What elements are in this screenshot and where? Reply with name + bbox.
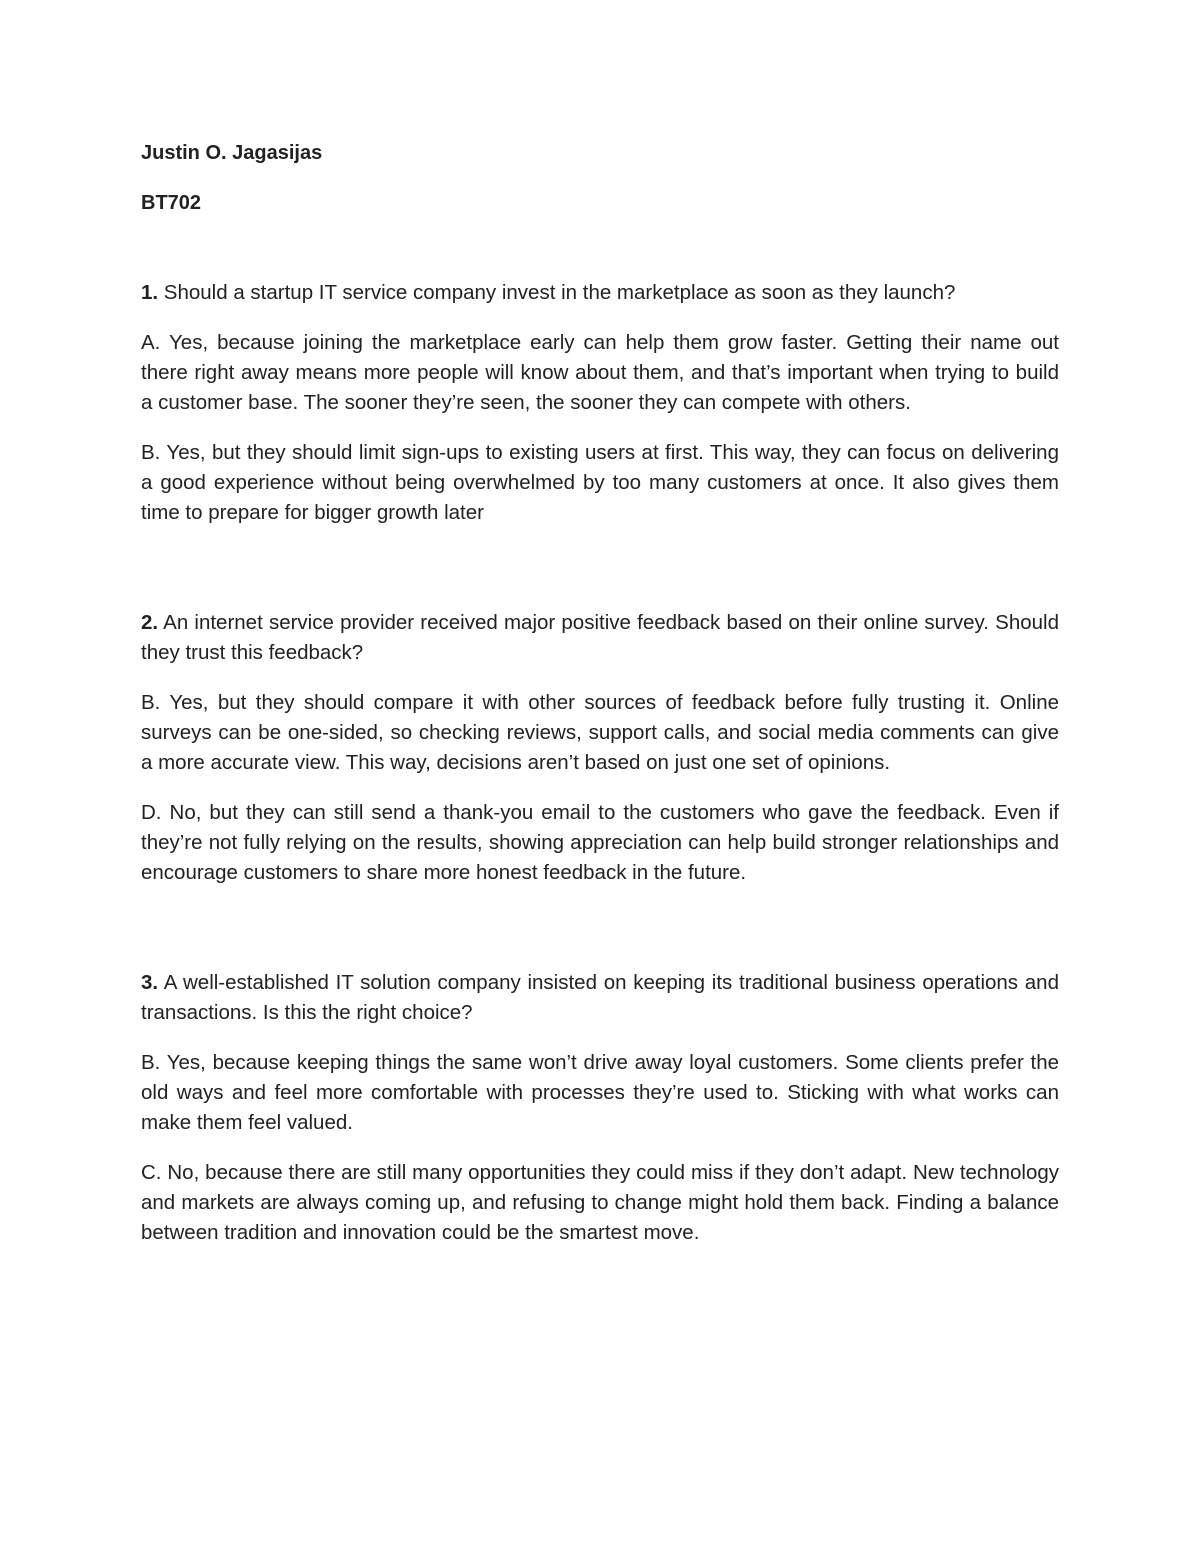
author-name: Justin O. Jagasijas xyxy=(141,142,323,164)
question-number: 1. xyxy=(141,281,159,304)
question-block xyxy=(141,608,1059,888)
question-text xyxy=(141,278,1059,308)
question-prompt: An internet service provider received major positive feedback based on their online survey. Should they trust this feedback? xyxy=(141,611,1059,664)
answer-option: D. No, but they can still send a thank-you email to the customers who gave the feedback. Even if they’re not fully relying on the results, showing appreciation can help build stronger relationships and encourage customers to share more honest feedback in the future. xyxy=(141,801,1059,884)
document-body xyxy=(141,138,1059,1268)
course-code: BT702 xyxy=(141,192,202,214)
answer-option: C. No, because there are still many opportunities they could miss if they don’t adapt. New technology and markets are always coming up, and refusing to change might hold them back. Finding a balance between tradition and innovation could be the smartest move. xyxy=(141,1161,1059,1244)
section-spacer xyxy=(141,548,1059,608)
answer-option: B. Yes, because keeping things the same won’t drive away loyal customers. Some clients prefer the old ways and feel more comfortable with processes they’re used to. Sticking with what works can make them feel valued. xyxy=(141,1051,1059,1134)
question-block xyxy=(141,968,1059,1248)
question-prompt: A well-established IT solution company insisted on keeping its traditional business operations and transactions. Is this the right choice? xyxy=(141,971,1059,1024)
question-number: 2. xyxy=(141,611,159,634)
answer-option: B. Yes, but they should compare it with other sources of feedback before fully trusting it. Online surveys can be one-sided, so checking reviews, support calls, and social media comments can give a more accurate view. This way, decisions aren’t based on just one set of opinions. xyxy=(141,691,1059,774)
question-text xyxy=(141,968,1059,1028)
answer-option: A. Yes, because joining the marketplace early can help them grow faster. Getting their name out there right away means more people will know about them, and that’s important when trying to build a customer base. The sooner they’re seen, the sooner they can compete with others. xyxy=(141,331,1059,414)
question-block xyxy=(141,278,1059,528)
answer-option: B. Yes, but they should limit sign-ups to existing users at first. This way, they can focus on delivering a good experience without being overwhelmed by too many customers at once. It also gives them time to prepare for bigger growth later xyxy=(141,441,1059,524)
question-number: 3. xyxy=(141,971,159,994)
section-spacer xyxy=(141,908,1059,968)
question-prompt: Should a startup IT service company invest in the marketplace as soon as they launch? xyxy=(158,281,956,304)
question-text xyxy=(141,608,1059,668)
